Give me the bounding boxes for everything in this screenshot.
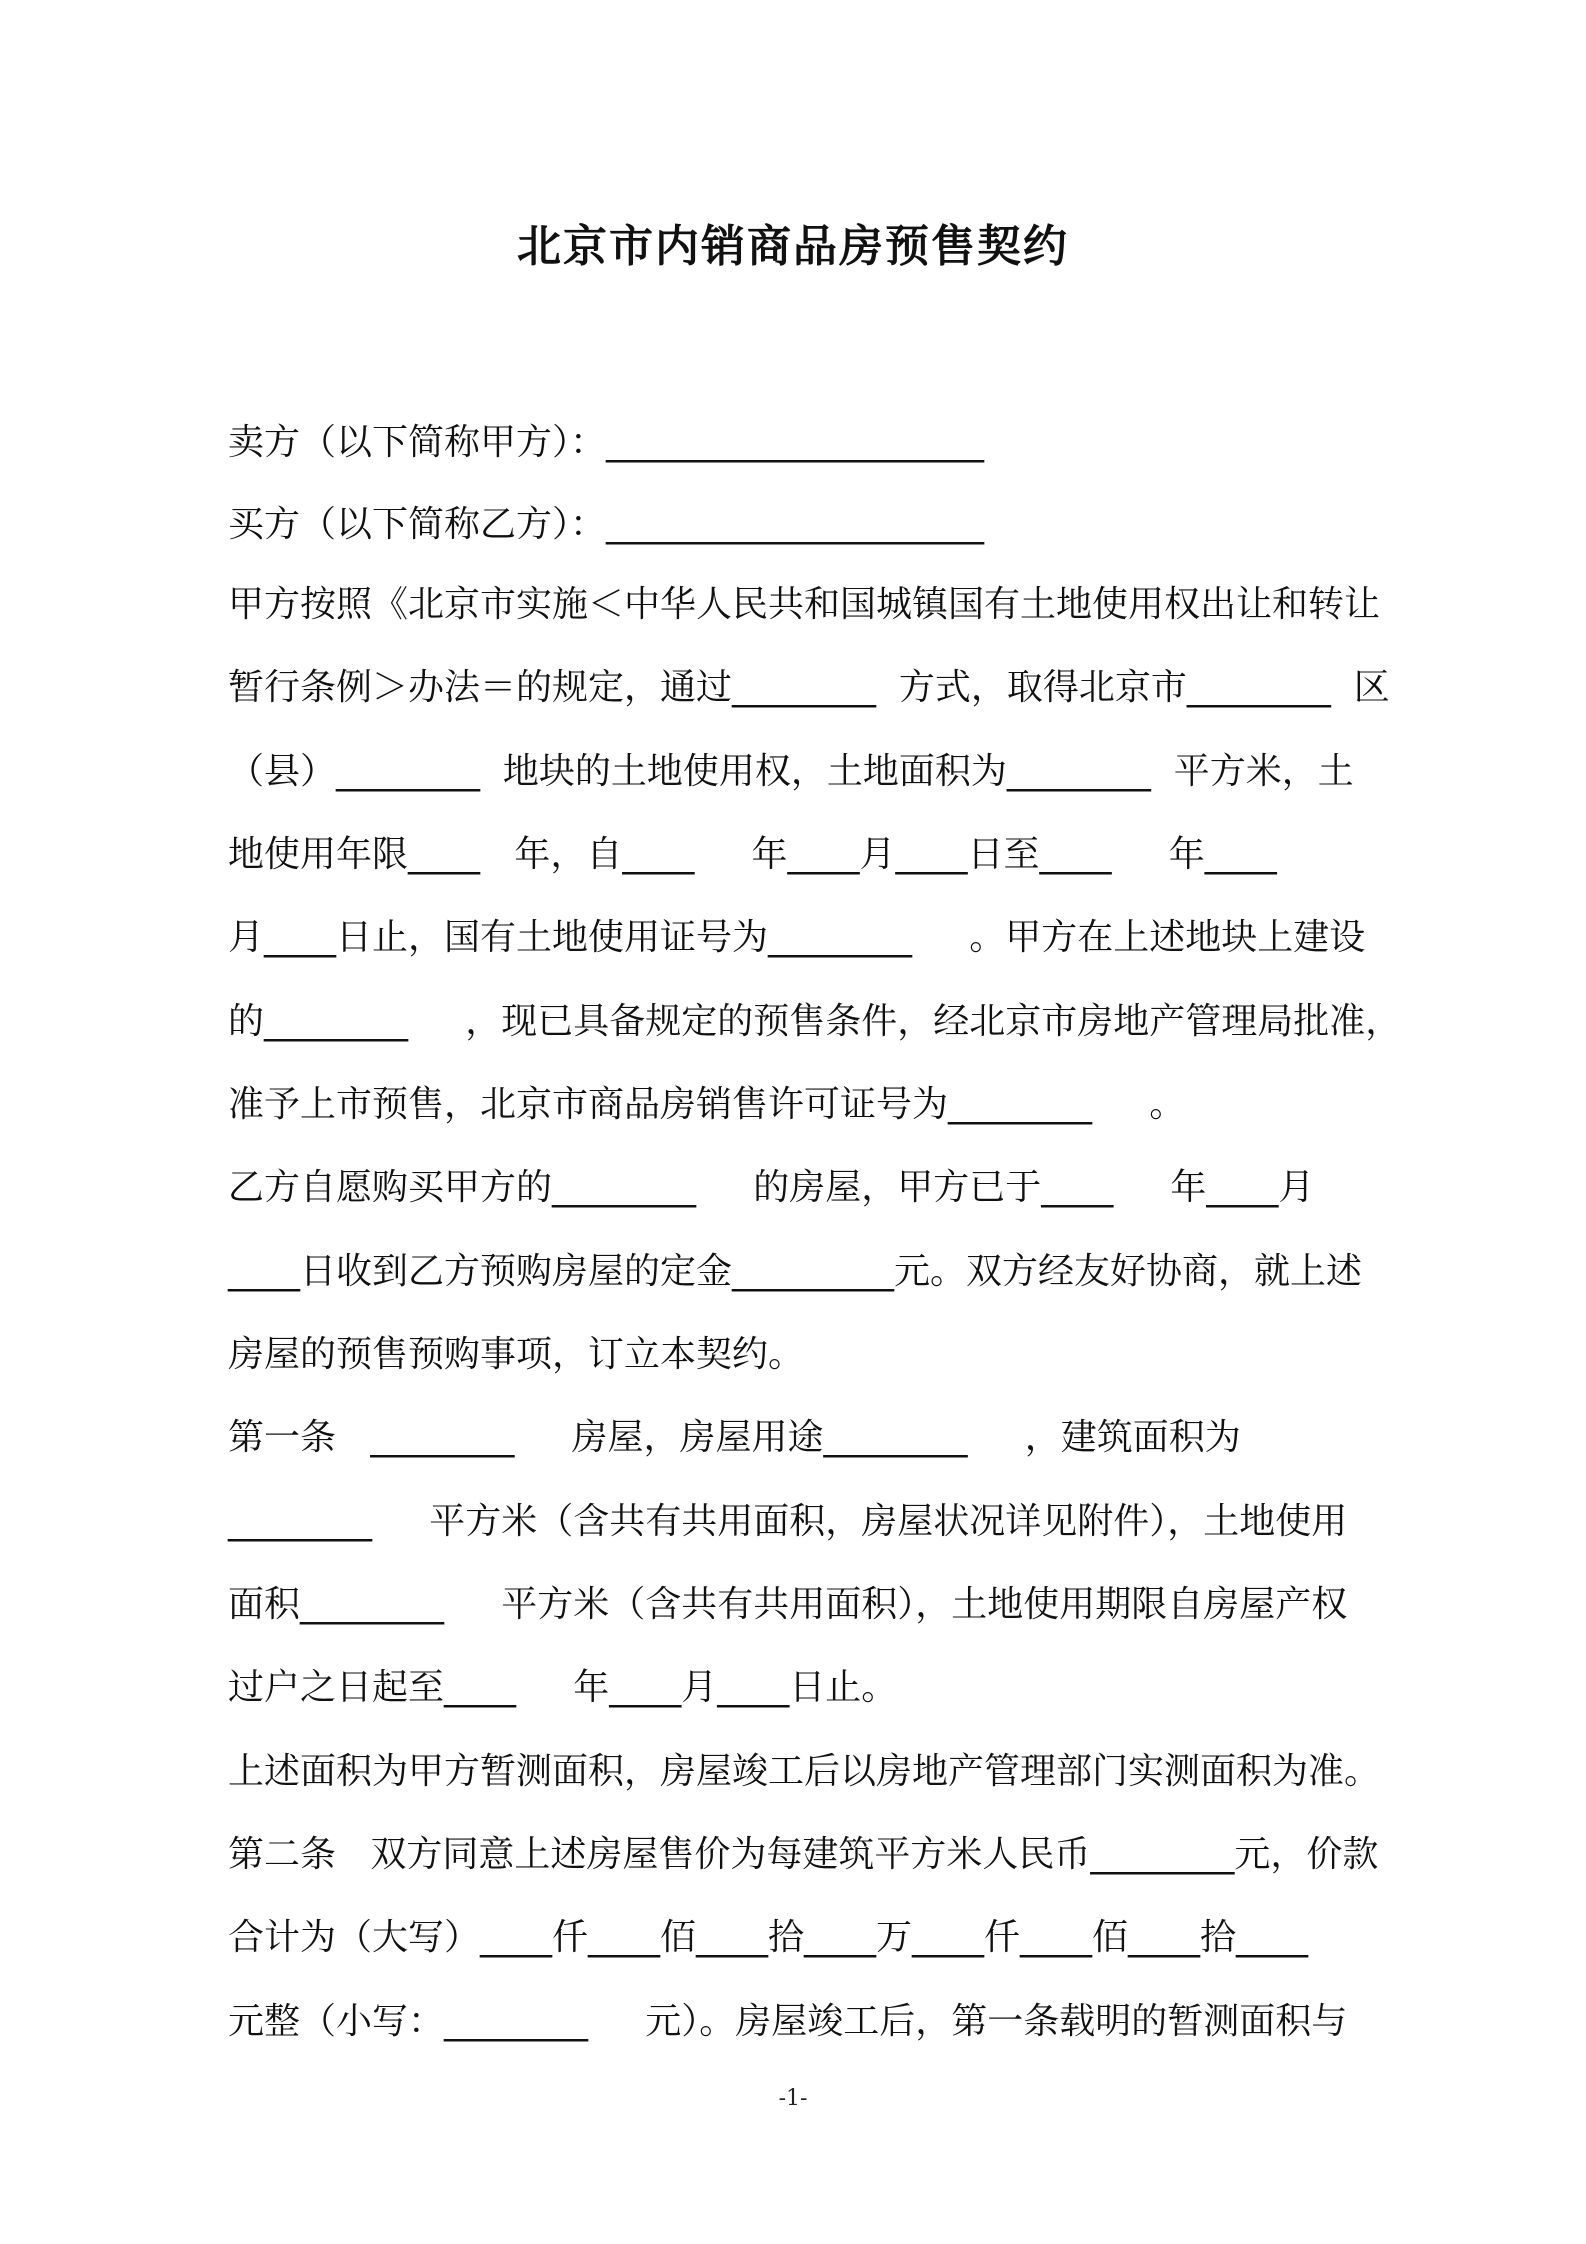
- page-number: -1-: [778, 2086, 808, 2111]
- text-line: 准予上市预售，北京市商品房销售许可证号为________ 。: [228, 1084, 1186, 1125]
- text-line: 的________ ，现已具备规定的预售条件，经北京市房地产管理局批准，: [228, 1001, 1402, 1042]
- text-line-buyer: 买方（以下简称乙方）：_____________________: [228, 504, 985, 545]
- text-line: 过户之日起至____ 年____月____日止。: [228, 1667, 898, 1708]
- text-line: 房屋的预售预购事项，订立本契约。: [228, 1334, 805, 1375]
- text-line-article-2: 第二条 双方同意上述房屋售价为每建筑平方米人民币________元，价款: [228, 1834, 1379, 1875]
- text-line: 合计为（大写）____仟____佰____拾____万____仟____佰____拾____: [228, 1917, 1309, 1958]
- text-line: 乙方自愿购买甲方的________ 的房屋，甲方已于____ 年____月: [228, 1167, 1315, 1208]
- text-line: 月____日止，国有土地使用证号为________ 。甲方在上述地块上建设: [228, 917, 1366, 958]
- text-line-seller: 卖方（以下简称甲方）：_____________________: [228, 422, 985, 463]
- text-line: 上述面积为甲方暂测面积，房屋竣工后以房地产管理部门实测面积为准。: [228, 1751, 1381, 1792]
- document-title: 北京市内销商品房预售契约: [517, 221, 1069, 272]
- text-line: ____日收到乙方预购房屋的定金_________元。双方经友好协商，就上述: [228, 1251, 1363, 1292]
- text-line-article-1: 第一条 ________ 房屋，房屋用途________ ，建筑面积为: [228, 1417, 1241, 1458]
- text-line: 元整（小写：________ 元）。房屋竣工后，第一条载明的暂测面积与: [228, 2001, 1348, 2042]
- text-line: （县）________ 地块的土地使用权，土地面积为________ 平方米，土: [228, 751, 1354, 792]
- text-line: 地使用年限____ 年，自____ 年____月____日至____ 年____: [228, 834, 1277, 875]
- text-line: ________ 平方米（含共有共用面积，房屋状况详见附件），土地使用: [228, 1501, 1348, 1542]
- text-line: 暂行条例＞办法＝的规定，通过________ 方式，取得北京市________ 区: [228, 667, 1390, 708]
- text-line: 甲方按照《北京市实施＜中华人民共和国城镇国有土地使用权出让和转让: [228, 584, 1381, 625]
- text-line: 面积________ 平方米（含共有共用面积），土地使用期限自房屋产权: [228, 1584, 1348, 1625]
